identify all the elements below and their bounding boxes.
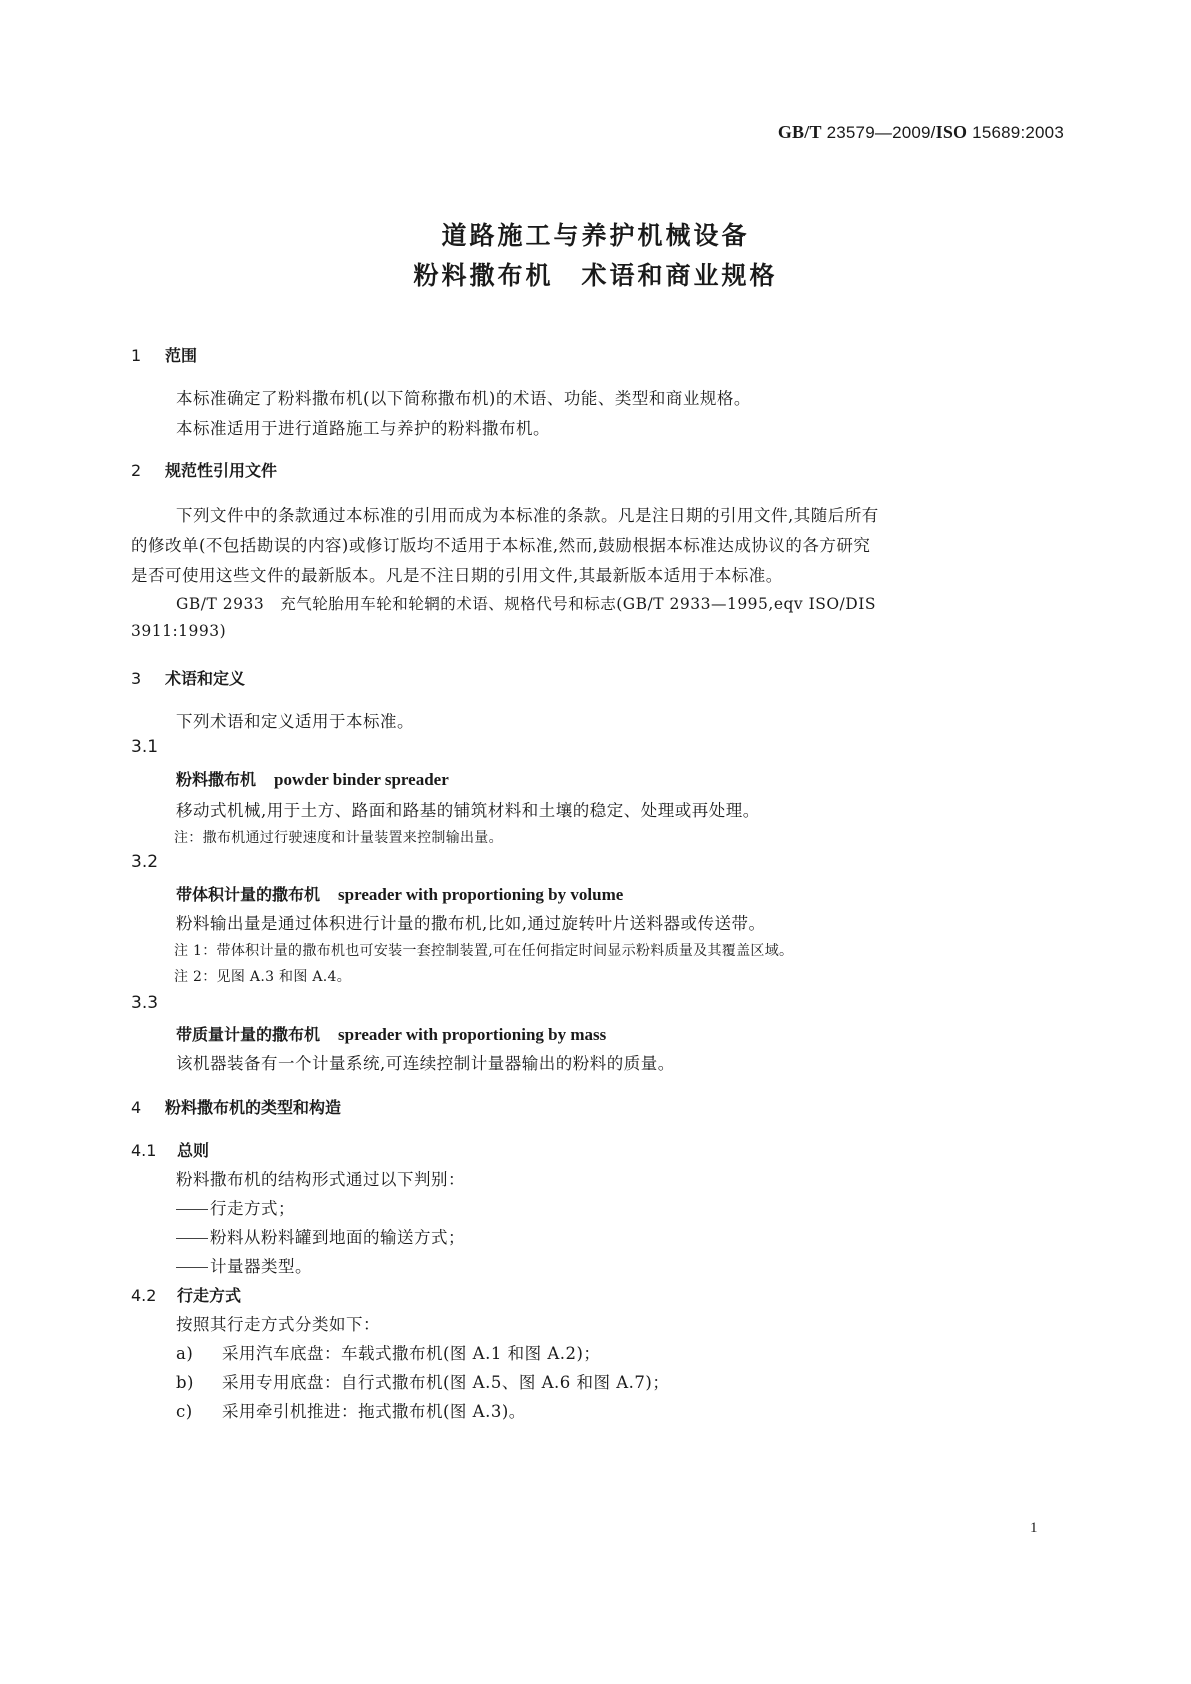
dash-list-item [176, 1195, 295, 1219]
section-title: 范围 [165, 346, 198, 365]
term-heading [176, 767, 449, 790]
document-title-line2: 粉料撒布机 术语和商业规格 [413, 261, 778, 290]
list-marker: b) [176, 1373, 194, 1392]
em-dash-marker [176, 1238, 208, 1239]
section-2-heading [131, 458, 277, 481]
dash-list-item [176, 1253, 312, 1277]
section-title: 规范性引用文件 [165, 461, 278, 480]
term-zh: 粉料撒布机 [176, 770, 257, 789]
standard-code-iso: ISO [935, 122, 968, 142]
section-2-paragraph-line-2: 的修改单(不包括勘误的内容)或修订版均不适用于本标准,然而,鼓励根据本标准达成协议的各方研究 [131, 536, 871, 555]
term-en: spreader with proportioning by volume [338, 885, 624, 904]
subsection-4-1-heading [131, 1138, 209, 1161]
normative-reference-line-2: 3911:1993) [131, 622, 227, 640]
list-item-text: 采用专用底盘：自行式撒布机(图 A.5、图 A.6 和图 A.7)； [222, 1373, 670, 1392]
term-definition: 该机器装备有一个计量系统,可连续控制计量器输出的粉料的质量。 [176, 1054, 675, 1073]
em-dash-marker [176, 1209, 208, 1210]
subsection-4-2-heading [131, 1283, 241, 1306]
section-1-paragraph-2: 本标准适用于进行道路施工与养护的粉料撒布机。 [176, 419, 550, 438]
list-item-text: 采用牵引机推进：拖式撒布机(图 A.3)。 [222, 1402, 526, 1421]
subsection-title: 行走方式 [177, 1286, 242, 1305]
list-item-text: 粉料从粉料罐到地面的输送方式； [210, 1228, 465, 1247]
list-marker: c) [176, 1402, 193, 1421]
section-2-paragraph-line-3: 是否可使用这些文件的最新版本。凡是不注日期的引用文件,其最新版本适用于本标准。 [131, 566, 783, 585]
section-1-paragraph-1: 本标准确定了粉料撒布机(以下简称撒布机)的术语、功能、类型和商业规格。 [176, 389, 751, 408]
standard-code-prefix: GB/T [777, 122, 822, 142]
section-3-heading [131, 666, 245, 689]
ordered-list-item [176, 1340, 600, 1364]
dash-list-item [176, 1224, 465, 1248]
section-title: 术语和定义 [165, 669, 246, 688]
list-marker: a) [176, 1344, 194, 1363]
section-number: 2 [131, 461, 142, 480]
term-note: 注：撒布机通过行驶速度和计量装置来控制输出量。 [174, 830, 503, 846]
em-dash-marker [176, 1267, 208, 1268]
section-4-heading [131, 1095, 341, 1118]
term-definition: 移动式机械,用于土方、路面和路基的铺筑材料和土壤的稳定、处理或再处理。 [176, 801, 760, 820]
section-2-paragraph-line-1: 下列文件中的条款通过本标准的引用而成为本标准的条款。凡是注日期的引用文件,其随后所有 [176, 506, 879, 525]
term-note: 注 2：见图 A.3 和图 A.4。 [174, 969, 352, 985]
term-heading [176, 1022, 606, 1045]
section-title: 粉料撒布机的类型和构造 [165, 1098, 342, 1117]
normative-reference-line-1: GB/T 2933 充气轮胎用车轮和轮辋的术语、规格代号和标志(GB/T 2933—1995,eqv ISO/DIS [176, 595, 876, 613]
term-en: powder binder spreader [274, 770, 449, 789]
list-item-text: 采用汽车底盘：车载式撒布机(图 A.1 和图 A.2)； [222, 1344, 601, 1363]
term-note: 注 1：带体积计量的撒布机也可安装一套控制装置,可在任何指定时间显示粉料质量及其覆盖区域。 [174, 943, 794, 959]
subsection-4-1-intro: 粉料撒布机的结构形式通过以下判别： [176, 1170, 465, 1189]
section-number: 1 [131, 346, 142, 365]
subsection-number: 4.1 [131, 1141, 157, 1160]
term-number: 3.3 [131, 993, 159, 1013]
subsection-4-2-intro: 按照其行走方式分类如下： [176, 1315, 380, 1334]
section-number: 4 [131, 1098, 142, 1117]
term-number: 3.2 [131, 852, 159, 872]
term-zh: 带质量计量的撒布机 [176, 1025, 321, 1044]
subsection-number: 4.2 [131, 1286, 157, 1305]
term-definition: 粉料输出量是通过体积进行计量的撒布机,比如,通过旋转叶片送料器或传送带。 [176, 914, 766, 933]
list-item-text: 行走方式； [210, 1199, 295, 1218]
term-number: 3.1 [131, 737, 159, 757]
page-number: 1 [1030, 1520, 1038, 1536]
standard-code-suffix: 15689:2003 [967, 123, 1064, 142]
section-3-intro: 下列术语和定义适用于本标准。 [176, 712, 414, 731]
standard-code [778, 122, 1064, 143]
section-1-heading [131, 343, 197, 366]
subsection-title: 总则 [177, 1141, 210, 1160]
term-en: spreader with proportioning by mass [338, 1025, 607, 1044]
list-item-text: 计量器类型。 [210, 1257, 312, 1276]
term-zh: 带体积计量的撒布机 [176, 885, 321, 904]
standard-code-main: 23579—2009/ [821, 123, 936, 142]
section-number: 3 [131, 669, 142, 688]
term-heading [176, 882, 623, 905]
ordered-list-item [176, 1398, 526, 1422]
document-title-line1: 道路施工与养护机械设备 [441, 221, 750, 250]
ordered-list-item [176, 1369, 669, 1393]
